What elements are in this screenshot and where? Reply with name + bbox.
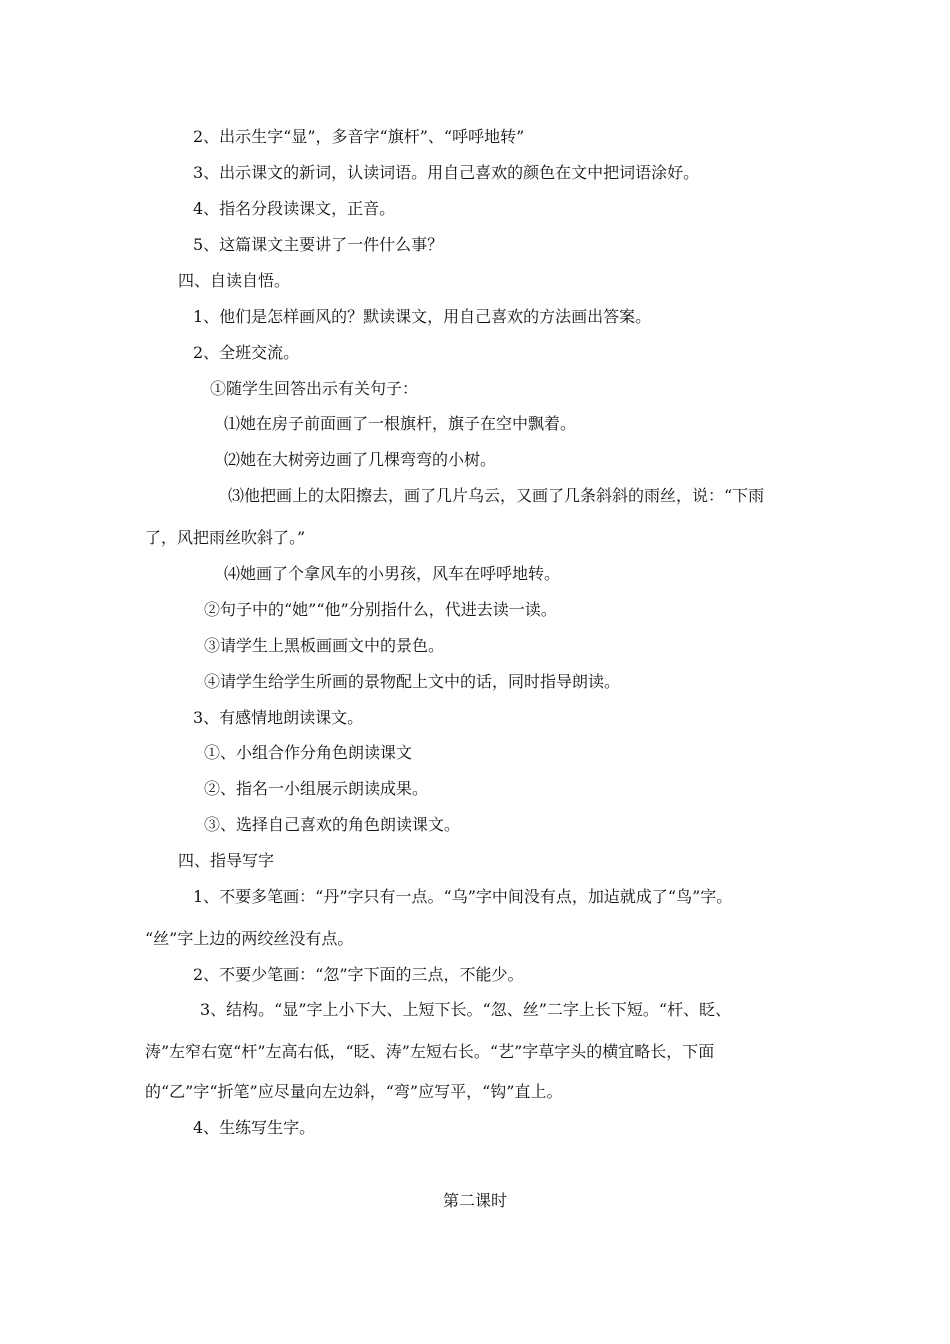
quoted-sentence: ⑴她在房子前面画了一根旗杆，旗子在空中飘着。 (224, 414, 577, 433)
body-line: 2、不要少笔画：“忽”字下面的三点，不能少。 (193, 965, 524, 984)
body-line: ②、指名一小组展示朗读成果。 (204, 779, 429, 798)
quoted-sentence-continued: 了，风把雨丝吹斜了。” (145, 528, 306, 547)
body-line: 4、指名分段读课文，正音。 (193, 199, 396, 218)
body-line: 4、生练写生字。 (193, 1118, 316, 1137)
quoted-sentence: ⑷她画了个拿风车的小男孩，风车在呼呼地转。 (224, 564, 561, 583)
body-line: 1、他们是怎样画风的？默读课文，用自己喜欢的方法画出答案。 (193, 307, 652, 326)
body-line: ①随学生回答出示有关句子： (210, 379, 419, 398)
body-line: 3、结构。“显”字上小下大、上短下长。“忽、丝”二字上长下短。“杆、眨、 (200, 1000, 732, 1019)
body-line: 3、出示课文的新词，认读词语。用自己喜欢的颜色在文中把词语涂好。 (193, 163, 700, 182)
body-line: 2、出示生字“显”，多音字“旗杆”、“呼呼地转” (193, 127, 525, 146)
section-title: 四、指导写字 (178, 851, 275, 870)
lesson-heading: 第二课时 (442, 1191, 507, 1210)
body-line: ④请学生给学生所画的景物配上文中的话，同时指导朗读。 (204, 672, 621, 691)
body-line-continued: 的“乙”字“折笔”应尽量向左边斜，“弯”应写平，“钩”直上。 (145, 1082, 563, 1101)
body-line: ①、小组合作分角色朗读课文 (204, 743, 413, 762)
section-title: 四、自读自悟。 (178, 271, 291, 290)
body-line-continued: “丝”字上边的两绞丝没有点。 (145, 929, 354, 948)
body-line: 2、全班交流。 (193, 343, 300, 362)
quoted-sentence: ⑵她在大树旁边画了几棵弯弯的小树。 (224, 450, 497, 469)
body-line: 5、这篇课文主要讲了一件什么事？ (193, 235, 444, 254)
body-line: 3、有感情地朗读课文。 (193, 708, 364, 727)
body-line: ③、选择自己喜欢的角色朗读课文。 (204, 815, 461, 834)
body-line: ③请学生上黑板画画文中的景色。 (204, 636, 445, 655)
quoted-sentence: ⑶他把画上的太阳擦去，画了几片乌云，又画了几条斜斜的雨丝，说：“下雨 (228, 486, 765, 505)
body-line-continued: 涛”左窄右宽“杆”左高右低，“眨、涛”左短右长。“艺”字草字头的横宜略长，下面 (145, 1042, 715, 1061)
body-line: ②句子中的“她”“他”分别指什么，代进去读一读。 (204, 600, 557, 619)
body-line: 1、不要多笔画：“丹”字只有一点。“乌”字中间没有点，加迠就成了“鸟”字。 (193, 887, 733, 906)
